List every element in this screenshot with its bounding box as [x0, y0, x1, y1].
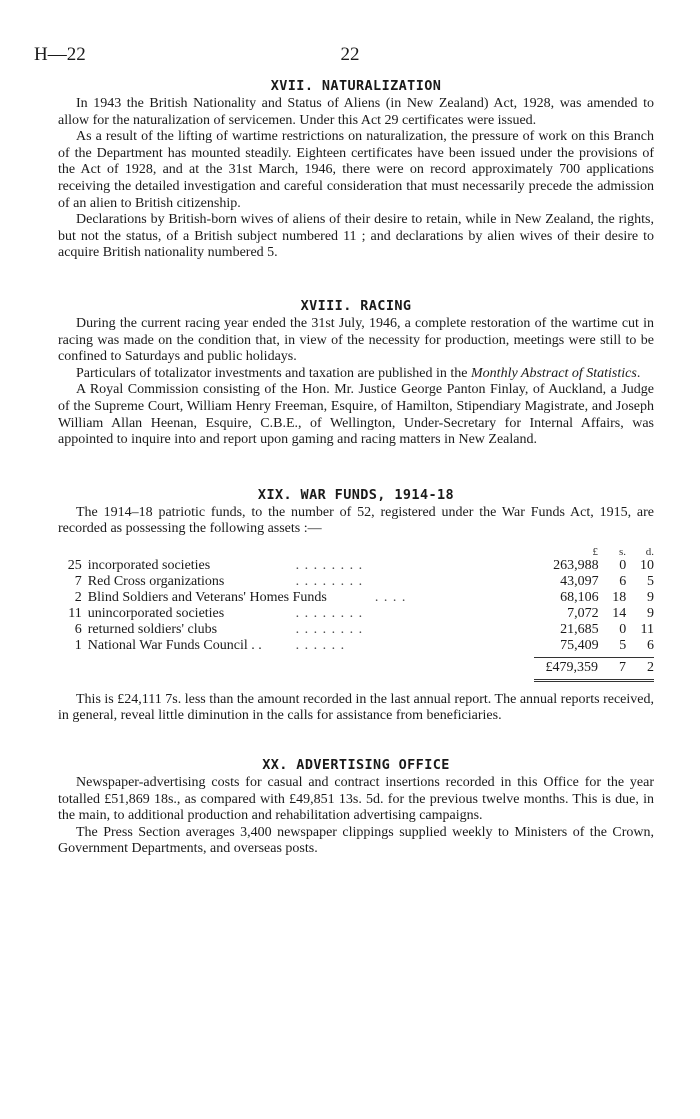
row-pounds: 263,988 [553, 557, 599, 573]
unit-shillings: s. [618, 545, 626, 558]
row-leader: . . . . . . [295, 637, 346, 653]
total-double-rule [58, 679, 654, 682]
section-naturalization [58, 76, 654, 262]
row-pence: 9 [647, 589, 655, 605]
row-pence: 6 [647, 637, 655, 653]
racing-paragraph-1: During the current racing year ended the 31st July, 1946, a complete restoration of the wartime cut in racing was made on the condition that, in view of the necessity for production, meetings were still to be confined to Saturdays and public holidays. [58, 315, 654, 365]
row-leader: . . . . . . . . [295, 621, 364, 637]
currency-units [58, 546, 654, 558]
row-count: 2 [74, 589, 82, 605]
row-count: 7 [74, 573, 82, 589]
row-label: unincorporated societies [87, 605, 225, 621]
total-pounds: £479,359 [545, 659, 598, 675]
row-label: incorporated societies [87, 557, 211, 573]
row-pence: 10 [640, 557, 655, 573]
naturalization-paragraph-2: As a result of the lifting of wartime restrictions on naturalization, the pressure of work on this Branch of the Department has mounted steadily. Eighteen certificates have been issued under the provisions of the Act of 1928, and at the 31st March, 1946, there were on record approximately 700 applications receiving the detailed investigation and careful consideration that must necessarily precede the admission of an alien to British citizenship. [58, 129, 654, 211]
total-shillings: 7 [619, 659, 626, 675]
page-header [0, 44, 700, 66]
racing-paragraph-2 [58, 366, 654, 383]
row-pence: 9 [647, 605, 655, 621]
assets-table [58, 546, 654, 682]
heading-advertising-office: XX. ADVERTISING OFFICE [262, 757, 450, 774]
table-row [58, 590, 654, 606]
total-rule [58, 657, 654, 658]
row-pounds: 43,097 [560, 573, 599, 589]
table-row [58, 622, 654, 638]
row-pence: 11 [640, 621, 655, 637]
naturalization-paragraph-3: Declarations by British-born wives of aliens of their desire to retain, while in New Zealand, the rights, but not the status, of a British subject numbered 11 ; and declarations by alien wives of their desire to acquire British nationality numbered 5. [58, 212, 654, 261]
heading-war-funds: XIX. WAR FUNDS, 1914-18 [257, 486, 455, 503]
unit-pence: d. [645, 545, 654, 558]
unit-pounds: £ [592, 545, 598, 558]
racing-paragraph-2-text: Particulars of totalizator investments and taxation are published in the [76, 365, 472, 381]
table-row [58, 606, 654, 622]
page-content [58, 76, 654, 858]
row-pounds: 7,072 [567, 605, 599, 621]
advertising-paragraph-2: The Press Section averages 3,400 newspaper clippings supplied weekly to Ministers of the Crown, Government Departments, and overseas posts. [58, 824, 654, 857]
section-advertising-office [58, 755, 654, 858]
row-pounds: 68,106 [560, 589, 599, 605]
row-shillings: 6 [619, 573, 627, 589]
heading-racing: XVIII. RACING [300, 297, 412, 314]
row-leader: . . . . . . . . [295, 605, 364, 621]
heading-naturalization: XVII. NATURALIZATION [270, 78, 442, 94]
row-count: 25 [67, 557, 82, 573]
racing-paragraph-3: A Royal Commission consisting of the Hon. Mr. Justice George Panton Finlay, of Auckland, a Judge of the Supreme Court, William Henry Freeman, Esquire, of Hamilton, Stipendiary Magistrate, and Joseph William Allan Heenan, Esquire, C.B.E., of Wellington, Under-Secretary for Internal Affairs, was appointed to inquire into and report upon gaming and racing matters in New Zealand. [58, 382, 654, 448]
row-shillings: 0 [619, 557, 627, 573]
row-label: National War Funds Council . . [87, 637, 262, 653]
table-row [58, 638, 654, 654]
row-shillings: 18 [612, 589, 627, 605]
row-leader: . . . . . . . . [295, 573, 364, 589]
section-war-funds [58, 485, 654, 725]
row-count: 11 [68, 605, 82, 621]
row-pounds: 21,685 [560, 621, 599, 637]
war-funds-paragraph-1: The 1914–18 patriotic funds, to the number of 52, registered under the War Funds Act, 1915, are recorded as possessing the following assets :— [58, 504, 654, 537]
row-shillings: 0 [619, 621, 627, 637]
row-label: Red Cross organizations [87, 573, 225, 589]
row-leader: . . . . . . . . [295, 557, 364, 573]
advertising-paragraph-1: Newspaper-advertising costs for casual and contract insertions recorded in this Office for the year totalled £51,869 18s., as compared with £49,851 13s. 5d. for the previous twelve months. This is due, in the main, to additional production and rehabilitation advertising campaigns. [58, 775, 654, 824]
section-racing [58, 296, 654, 449]
row-count: 1 [74, 637, 82, 653]
naturalization-paragraph-1: In 1943 the British Nationality and Status of Aliens (in New Zealand) Act, 1928, was amended to allow for the naturalization of servicemen. Under this Act 29 certificates were issued. [58, 96, 654, 128]
page-number: 22 [340, 44, 360, 65]
racing-paragraph-2-end: . [636, 365, 641, 381]
document-code: H—22 [34, 44, 86, 65]
row-leader: . . . . [374, 589, 407, 605]
row-label: returned soldiers' clubs [87, 621, 218, 637]
table-row [58, 558, 654, 574]
total-row [58, 660, 654, 678]
row-shillings: 14 [612, 605, 627, 621]
table-row [58, 574, 654, 590]
row-shillings: 5 [619, 637, 627, 653]
publication-title: Monthly Abstract of Statistics [471, 365, 637, 381]
row-label: Blind Soldiers and Veterans' Homes Funds [87, 589, 327, 605]
row-pounds: 75,409 [560, 637, 599, 653]
war-funds-paragraph-2: This is £24,111 7s. less than the amount recorded in the last annual report. The annual reports received, in general, reveal little diminution in the calls for assistance from beneficiaries. [58, 691, 654, 724]
total-pence: 2 [647, 659, 654, 675]
row-count: 6 [74, 621, 82, 637]
row-pence: 5 [647, 573, 655, 589]
